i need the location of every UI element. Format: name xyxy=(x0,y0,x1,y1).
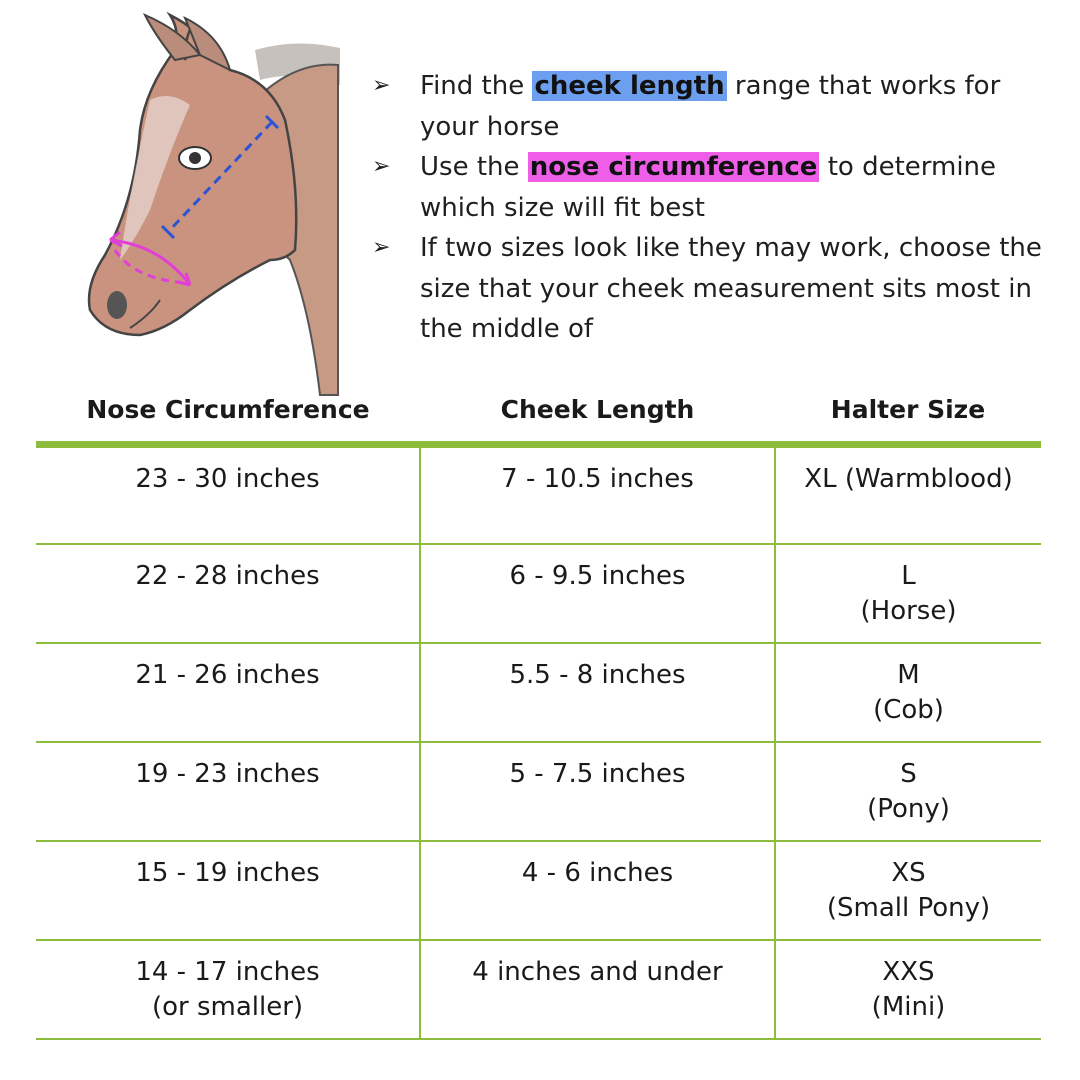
header-cheek-length: Cheek Length xyxy=(420,385,775,445)
cheek-cell: 5 - 7.5 inches xyxy=(420,742,775,841)
arrow-bullet-icon: ➢ xyxy=(372,73,391,98)
cheek-length-highlight: cheek length xyxy=(534,71,725,101)
cheek-cell: 4 inches and under xyxy=(420,940,775,1039)
arrow-bullet-icon: ➢ xyxy=(372,154,391,179)
table-row xyxy=(36,940,1041,1039)
size-cell: XS (Small Pony) xyxy=(775,841,1041,940)
table-row xyxy=(36,445,1041,544)
instruction-item: ➢ Use the nose circumference to determine which size will fit best xyxy=(372,147,1052,228)
horse-head-measurement-illustration xyxy=(80,10,340,400)
nose-cell: 22 - 28 inches xyxy=(36,544,420,643)
cheek-cell: 7 - 10.5 inches xyxy=(420,445,775,544)
cheek-cell: 5.5 - 8 inches xyxy=(420,643,775,742)
nose-cell: 14 - 17 inches (or smaller) xyxy=(36,940,420,1039)
table-row xyxy=(36,742,1041,841)
instruction-item: ➢ Find the cheek length range that works for your horse xyxy=(372,66,1052,147)
arrow-bullet-icon: ➢ xyxy=(372,235,391,260)
cheek-cell: 6 - 9.5 inches xyxy=(420,544,775,643)
table-header-row xyxy=(36,385,1041,445)
halter-size-table xyxy=(36,385,1041,1040)
size-cell: M (Cob) xyxy=(775,643,1041,742)
table-row xyxy=(36,643,1041,742)
header-nose-circumference: Nose Circumference xyxy=(36,385,420,445)
size-cell: XXS (Mini) xyxy=(775,940,1041,1039)
nose-cell: 21 - 26 inches xyxy=(36,643,420,742)
size-cell: L (Horse) xyxy=(775,544,1041,643)
nose-cell: 23 - 30 inches xyxy=(36,445,420,544)
cheek-cell: 4 - 6 inches xyxy=(420,841,775,940)
nose-cell: 15 - 19 inches xyxy=(36,841,420,940)
nose-cell: 19 - 23 inches xyxy=(36,742,420,841)
size-cell: XL (Warmblood) xyxy=(775,445,1041,544)
nose-circumference-highlight: nose circumference xyxy=(529,152,818,182)
table-row xyxy=(36,841,1041,940)
instruction-item: ➢ If two sizes look like they may work, choose the size that your cheek measurement sits most in the middle of xyxy=(372,228,1052,350)
fitting-instructions xyxy=(372,66,1052,350)
header-halter-size: Halter Size xyxy=(775,385,1041,445)
size-cell: S (Pony) xyxy=(775,742,1041,841)
table-row xyxy=(36,544,1041,643)
